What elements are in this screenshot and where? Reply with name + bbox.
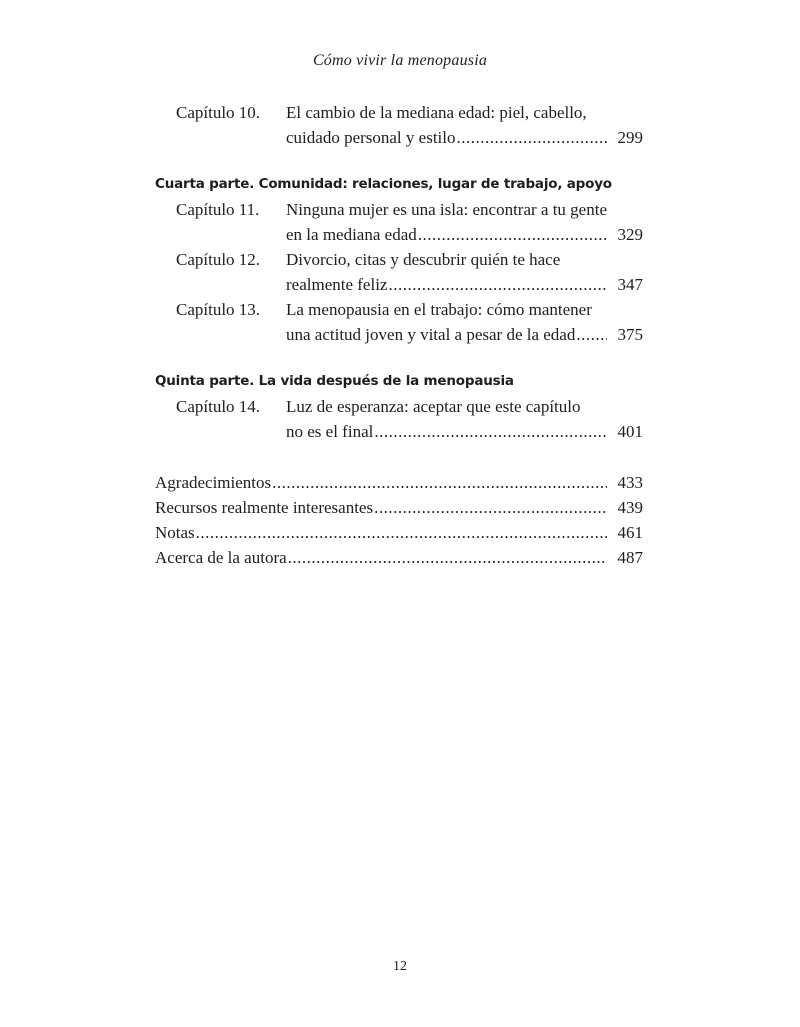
chapter-title-line2: una actitud joven y vital a pesar de la edad: [286, 325, 576, 344]
table-of-contents: [155, 100, 643, 570]
back-matter-title: Acerca de la autora: [155, 548, 287, 567]
toc-entry-chapter-10: [155, 100, 643, 150]
page-number: 299: [617, 128, 643, 147]
dot-leader: [575, 322, 607, 347]
toc-entry-chapter-11: [155, 197, 643, 247]
toc-entry-acerca-de-la-autora: [155, 545, 643, 570]
page-number: 461: [617, 523, 643, 542]
chapter-title-line1: La menopausia en el trabajo: cómo mantener: [286, 300, 592, 319]
dot-leader: [373, 495, 607, 520]
dot-leader: [271, 470, 607, 495]
dot-leader: [195, 520, 607, 545]
part-heading-quinta: Quinta parte. La vida después de la menopausia: [155, 373, 514, 389]
page-number: 487: [617, 548, 643, 567]
page-number: 375: [617, 325, 643, 344]
chapter-number: Capítulo 10.: [176, 103, 261, 122]
page-number: 329: [617, 225, 643, 244]
page-number: 401: [617, 422, 643, 441]
chapter-number: Capítulo 11.: [176, 200, 260, 219]
dot-leader: [387, 272, 607, 297]
dot-leader: [287, 545, 607, 570]
toc-entry-chapter-12: [155, 247, 643, 297]
chapter-title-line1: Divorcio, citas y descubrir quién te hace: [286, 250, 561, 269]
chapter-title-line2: realmente feliz: [286, 275, 388, 294]
toc-entry-agradecimientos: [155, 470, 643, 495]
chapter-title-line2: en la mediana edad: [286, 225, 417, 244]
back-matter-title: Recursos realmente interesantes: [155, 498, 374, 517]
chapter-number: Capítulo 12.: [176, 250, 261, 269]
chapter-title-line2: no es el final: [286, 422, 374, 441]
chapter-title-line1: Ninguna mujer es una isla: encontrar a tu gente: [286, 200, 607, 219]
chapter-title-line1: El cambio de la mediana edad: piel, cabello,: [286, 103, 587, 122]
toc-entry-recursos: [155, 495, 643, 520]
running-head: Cómo vivir la menopausia: [312, 52, 488, 69]
dot-leader: [456, 125, 608, 150]
dot-leader: [417, 222, 607, 247]
page-number: 439: [617, 498, 643, 517]
page-folio: 12: [393, 959, 407, 974]
chapter-title-line1: Luz de esperanza: aceptar que este capítulo: [286, 397, 581, 416]
chapter-number: Capítulo 13.: [176, 300, 261, 319]
back-matter-title: Notas: [155, 523, 195, 542]
toc-entry-chapter-14: [155, 394, 643, 444]
toc-entry-chapter-13: [155, 297, 643, 347]
page-number: 433: [617, 473, 643, 492]
dot-leader: [373, 419, 607, 444]
toc-entry-notas: [155, 520, 643, 545]
back-matter-title: Agradecimientos: [155, 473, 272, 492]
chapter-number: Capítulo 14.: [176, 397, 261, 416]
page-number: 347: [617, 275, 643, 294]
part-heading-cuarta: Cuarta parte. Comunidad: relaciones, lugar de trabajo, apoyo: [155, 176, 612, 192]
chapter-title-line2: cuidado personal y estilo: [286, 128, 456, 147]
